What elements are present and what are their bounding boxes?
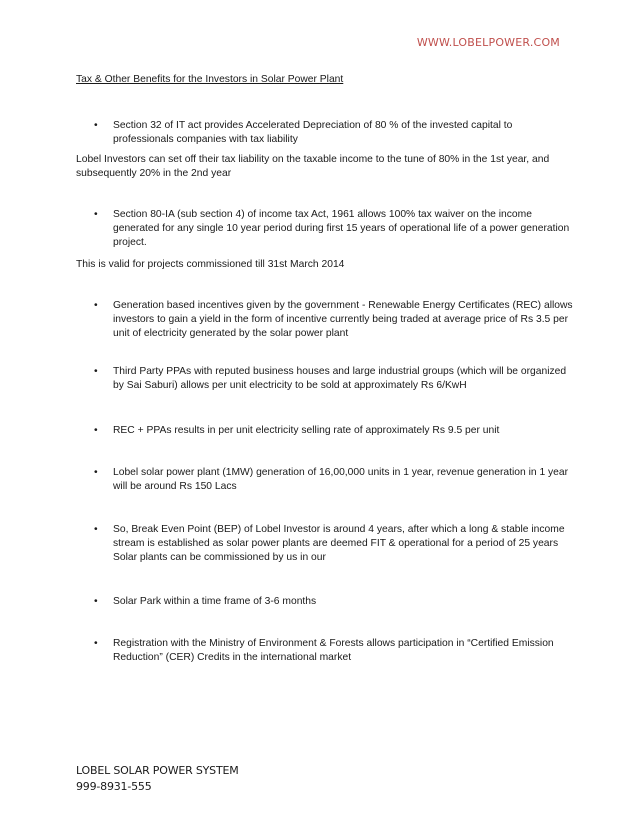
bullet-icon: • (94, 120, 98, 131)
list-item (94, 119, 574, 147)
bullet-icon: • (94, 467, 98, 478)
list-item (94, 424, 574, 438)
list-item-text: So, Break Even Point (BEP) of Lobel Investor is around 4 years, after which a long & stable income stream is established as solar power plants are deemed FIT & operational for a period of 25 years Solar plants can be commissioned by us in our (113, 524, 565, 563)
bullet-icon: • (94, 524, 98, 535)
list-item-text: Solar Park within a time frame of 3-6 months (113, 596, 317, 607)
bullet-icon: • (94, 300, 98, 311)
list-item-text: Section 32 of IT act provides Accelerated Depreciation of 80 % of the invested capital to professionals companies with tax liability (113, 120, 513, 145)
list-item (94, 523, 574, 564)
list-item (94, 208, 574, 249)
paragraph: This is valid for projects commissioned till 31st March 2014 (76, 259, 345, 270)
footer-phone: 999-8931-555 (76, 780, 152, 793)
list-item (94, 299, 574, 340)
bullet-icon: • (94, 638, 98, 649)
bullet-icon: • (94, 425, 98, 436)
bullet-icon: • (94, 596, 98, 607)
list-item (94, 595, 574, 609)
list-item-text: REC + PPAs results in per unit electricity selling rate of approximately Rs 9.5 per unit (113, 425, 500, 436)
list-item-text: Third Party PPAs with reputed business houses and large industrial groups (which will be organized by Sai Saburi) allows per unit electricity to be sold at approximately Rs 6/KwH (113, 366, 567, 391)
bullet-icon: • (94, 366, 98, 377)
list-item-text: Generation based incentives given by the government - Renewable Energy Certificates (REC) allows investors to gain a yield in the form of incentive currently being traded at average price of Rs 3.5 per unit of electricity generated by the solar power plant (113, 300, 573, 339)
bullet-icon: • (94, 209, 98, 220)
paragraph: Lobel Investors can set off their tax liability on the taxable income to the tune of 80% in the 1st year, and subsequently 20% in the 2nd year (76, 154, 550, 179)
list-item-text: Lobel solar power plant (1MW) generation of 16,00,000 units in 1 year, revenue generation in 1 year will be around Rs 150 Lacs (113, 467, 569, 492)
footer-company: LOBEL SOLAR POWER SYSTEM (76, 764, 239, 777)
list-item-text: Registration with the Ministry of Environment & Forests allows participation in “Certified Emission Reduction” (CER) Credits in the international market (113, 638, 554, 663)
list-item (94, 637, 574, 665)
list-item (94, 466, 574, 494)
website-header[interactable]: WWW.LOBELPOWER.COM (416, 36, 560, 49)
list-item (94, 365, 574, 393)
list-item-text: Section 80-IA (sub section 4) of income tax Act, 1961 allows 100% tax waiver on the income generated for any single 10 year period during first 15 years of operational life of a power generation project. (113, 209, 570, 248)
document-title: Tax & Other Benefits for the Investors in Solar Power Plant (76, 74, 344, 85)
